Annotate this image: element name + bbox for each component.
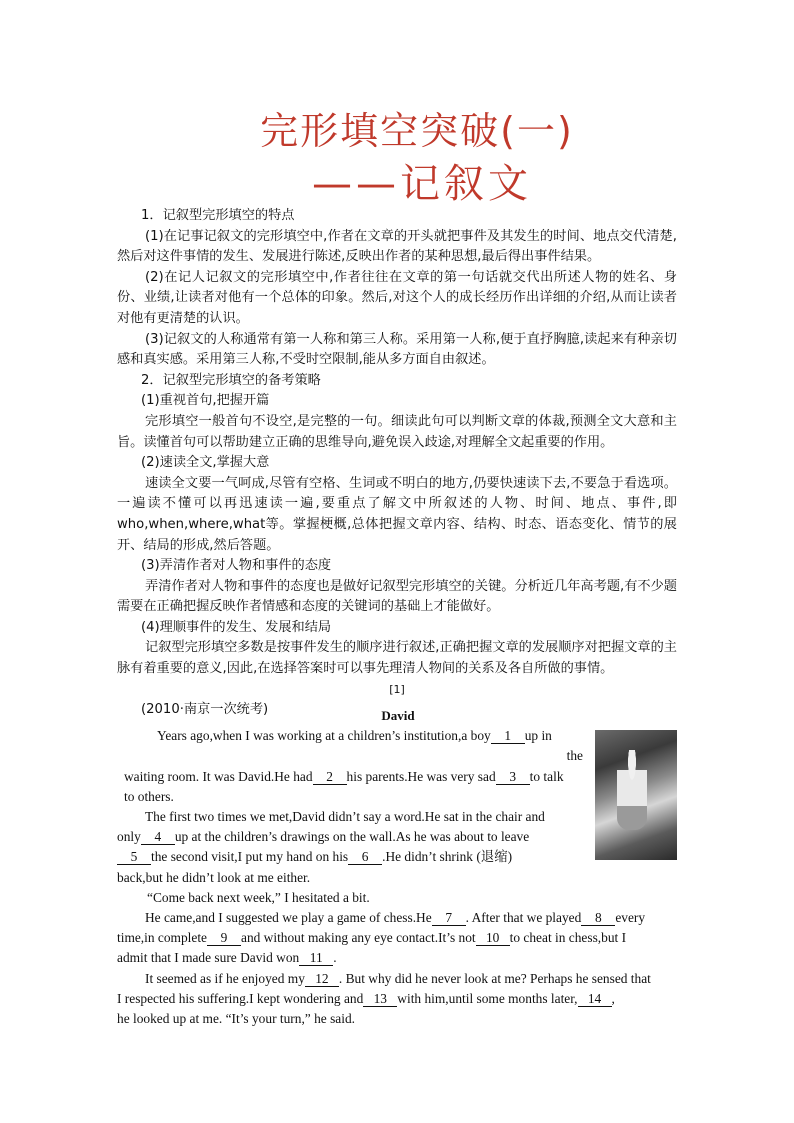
passage-text: he looked up at me. “It’s your turn,” he said.	[117, 1011, 355, 1027]
passage-text: to others.	[124, 788, 174, 804]
sub-heading: (2)速读全文,掌握大意	[141, 455, 270, 471]
passage-line	[117, 1009, 679, 1029]
passage-text: the	[566, 748, 583, 764]
passage-line	[117, 787, 679, 807]
passage-text: and without making any eye contact.It’s not	[241, 930, 476, 946]
paragraph: 速读全文要一气呵成,尽管有空格、生词或不明白的地方,仍要快速读下去,不要急于看选项。一遍读不懂可以再迅速读一遍,要重点了解文中所叙述的人物、时间、地点、事件,即who,when,where,what等。掌握梗概,总体把握文章内容、结构、时态、语态变化、情节的展开、结局的形成,然后答题。	[117, 475, 677, 553]
passage-text: I respected his suffering.I kept wondering and	[117, 990, 364, 1006]
document-title: 完形填空突破(一)	[260, 109, 574, 153]
blank[interactable]: 3	[496, 770, 530, 785]
paragraph: 弄清作者对人物和事件的态度也是做好记叙型完形填空的关键。分析近几年高考题,有不少题需要在正确把握反映作者情感和态度的关键词的基础上才能做好。	[117, 578, 677, 615]
sub-heading: (1)重视首句,把握开篇	[141, 393, 270, 409]
passage-line	[117, 847, 589, 867]
section-heading: 1．记叙型完形填空的特点	[141, 208, 295, 223]
cloze-passage	[117, 706, 679, 1029]
passage-text: The first two times we met,David didn’t say a word.He sat in the chair and	[145, 809, 545, 825]
blank[interactable]: 10	[476, 931, 510, 946]
passage-line	[117, 888, 679, 908]
blank[interactable]: 8	[581, 911, 615, 926]
blank[interactable]: 12	[305, 972, 339, 987]
passage-line	[117, 948, 679, 968]
sub-heading: (4)理顺事件的发生、发展和结局	[141, 619, 332, 635]
passage-text: with him,until some months later,	[397, 990, 578, 1006]
passage-text: Years ago,when I was working at a children’s institution,a boy	[157, 728, 491, 744]
passage-text: .He didn’t shrink (退缩)	[382, 849, 513, 865]
passage-text: to talk	[529, 768, 564, 784]
passage-text: to cheat in chess,but I	[509, 930, 627, 946]
paragraph: (3)记叙文的人称通常有第一人称和第三人称。采用第一人称,便于直抒胸臆,读起来有种亲切感和真实感。采用第三人称,不受时空限制,能从多方面自由叙述。	[117, 331, 677, 368]
passage-text: ,	[611, 990, 615, 1006]
passage-text: up at the children’s drawings on the wall.As he was about to leave	[174, 829, 530, 845]
blank[interactable]: 11	[299, 951, 333, 966]
passage-text: every	[615, 910, 646, 926]
passage-text: time,in complete	[117, 930, 207, 946]
passage-text: It seemed as if he enjoyed my	[145, 970, 305, 986]
passage-text: the second visit,I put my hand on his	[151, 849, 349, 865]
passage-text: back,but he didn’t look at me either.	[117, 869, 311, 885]
blank[interactable]: 14	[578, 992, 612, 1007]
blank[interactable]: 13	[363, 992, 397, 1007]
document-subtitle: ——记叙文	[312, 161, 532, 207]
paragraph: (1)在记事记叙文的完形填空中,作者在文章的开头就把事件及其发生的时间、地点交代清楚,然后对这件事情的发生、发展进行陈述,反映出作者的某种思想,最后得出事件结果。	[117, 228, 677, 265]
passage-text: only	[117, 829, 141, 845]
blank[interactable]: 1	[491, 729, 525, 744]
passage-text: . After that we played	[465, 910, 582, 926]
passage-text: up in	[524, 728, 552, 744]
passage-text: .	[333, 950, 337, 966]
blank[interactable]: 9	[207, 931, 241, 946]
passage-line	[117, 908, 679, 928]
reference-marker: [1]	[389, 682, 405, 696]
passage-text: waiting room. It was David.He had	[124, 768, 313, 784]
passage-text: He came,and I suggested we play a game of chess.He	[145, 910, 432, 926]
passage-title: David	[381, 708, 415, 723]
passage-text: . But why did he never look at me? Perhaps he sensed that	[338, 970, 651, 986]
passage-line	[117, 807, 575, 827]
passage-text: “Come back next week,” I hesitated a bit.	[147, 889, 370, 905]
guide-body	[117, 206, 677, 721]
passage-text: admit that I made sure David won	[117, 950, 300, 966]
passage-text: his parents.He was very sad	[346, 768, 496, 784]
passage-line	[117, 726, 587, 746]
blank[interactable]: 6	[348, 850, 382, 865]
passage-line	[117, 767, 590, 787]
blank[interactable]: 2	[313, 770, 347, 785]
paragraph: 记叙型完形填空多数是按事件发生的顺序进行叙述,正确把握文章的发展顺序对把握文章的主脉有着重要的意义,因此,在选择答案时可以事先理清人物间的关系及各自所做的事情。	[117, 640, 677, 677]
passage-line	[117, 989, 679, 1009]
paragraph: (2)在记人记叙文的完形填空中,作者往往在文章的第一句话就交代出所述人物的姓名、身份、业绩,让读者对他有一个总体的印象。然后,对这个人的成长经历作出详细的介绍,从而让读者对他有更清楚的认识。	[117, 269, 677, 326]
section-heading: 2．记叙型完形填空的备考策略	[141, 372, 321, 388]
blank[interactable]: 4	[141, 830, 175, 845]
paragraph: 完形填空一般首句不设空,是完整的一句。细读此句可以判断文章的体裁,预测全文大意和主旨。读懂首句可以帮助建立正确的思维导向,避免误入歧途,对理解全文起重要的作用。	[117, 413, 677, 450]
sub-heading: (3)弄清作者对人物和事件的态度	[141, 558, 332, 574]
blank[interactable]: 5	[117, 850, 151, 865]
blank[interactable]: 7	[432, 911, 466, 926]
passage-line	[117, 746, 583, 766]
exam-source: (2010·南京一次统考)	[141, 702, 269, 718]
passage-line	[117, 868, 679, 888]
passage-line	[117, 928, 679, 948]
passage-line	[117, 969, 679, 989]
passage-line	[117, 827, 567, 847]
